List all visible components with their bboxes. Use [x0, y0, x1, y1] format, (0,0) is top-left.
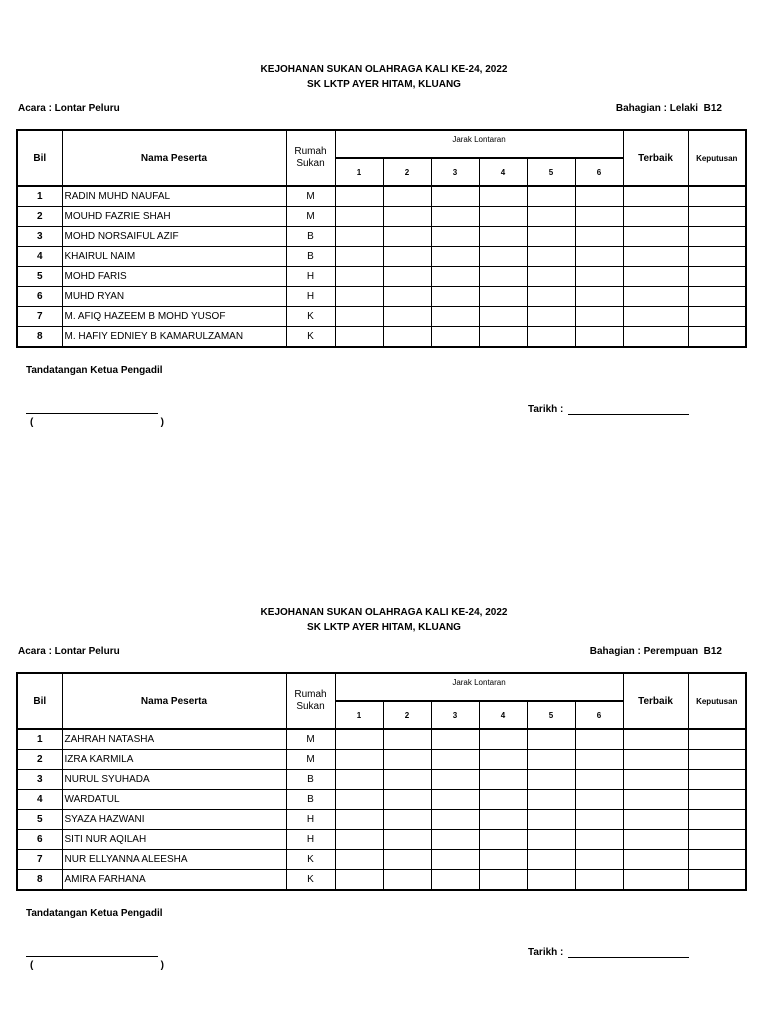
result-cell[interactable]: [688, 227, 746, 247]
participant-name: ZAHRAH NATASHA: [62, 729, 286, 750]
category-label: Bahagian : Perempuan B12: [589, 646, 722, 657]
row-number: 7: [17, 850, 62, 870]
attempt-cell[interactable]: [431, 810, 479, 830]
attempt-cell[interactable]: [479, 227, 527, 247]
attempt-cell[interactable]: [431, 850, 479, 870]
date-label: Tarikh :: [528, 947, 564, 958]
attempt-cell[interactable]: [383, 327, 431, 348]
attempt-cell[interactable]: [527, 247, 575, 267]
attempt-cell[interactable]: [335, 207, 383, 227]
attempt-cell[interactable]: [527, 729, 575, 750]
attempt-header: 1: [335, 701, 383, 729]
attempt-cell[interactable]: [479, 830, 527, 850]
attempt-header: 4: [479, 158, 527, 186]
house-code: H: [286, 267, 335, 287]
best-cell[interactable]: [623, 287, 688, 307]
attempt-header: 6: [575, 701, 623, 729]
table-row: [17, 207, 746, 227]
participant-name: WARDATUL: [62, 790, 286, 810]
participant-name: SITI NUR AQILAH: [62, 830, 286, 850]
result-cell[interactable]: [688, 790, 746, 810]
attempt-cell[interactable]: [527, 830, 575, 850]
row-number: 8: [17, 327, 62, 348]
participant-name: MOUHD FAZRIE SHAH: [62, 207, 286, 227]
attempt-cell[interactable]: [479, 186, 527, 207]
house-code: K: [286, 850, 335, 870]
attempt-cell[interactable]: [335, 247, 383, 267]
table-row: [17, 790, 746, 810]
col-header-result: Keputusan: [688, 673, 746, 729]
attempt-header: 6: [575, 158, 623, 186]
col-header-name: Nama Peserta: [62, 673, 286, 729]
attempt-cell[interactable]: [383, 870, 431, 891]
attempt-cell[interactable]: [335, 287, 383, 307]
attempt-cell[interactable]: [335, 750, 383, 770]
attempt-cell[interactable]: [527, 790, 575, 810]
attempt-header: 5: [527, 701, 575, 729]
signature-name-brackets: [30, 417, 164, 428]
house-code: K: [286, 870, 335, 891]
best-cell[interactable]: [623, 830, 688, 850]
title-line-event: KEJOHANAN SUKAN OLAHRAGA KALI KE-24, 2022: [260, 607, 508, 618]
best-cell[interactable]: [623, 267, 688, 287]
attempt-cell[interactable]: [335, 729, 383, 750]
row-number: 6: [17, 287, 62, 307]
col-header-result: Keputusan: [688, 130, 746, 186]
best-cell[interactable]: [623, 810, 688, 830]
attempt-cell[interactable]: [575, 870, 623, 891]
participant-name: KHAIRUL NAIM: [62, 247, 286, 267]
attempt-cell[interactable]: [383, 227, 431, 247]
attempt-cell[interactable]: [575, 729, 623, 750]
result-cell[interactable]: [688, 870, 746, 891]
table-row: [17, 750, 746, 770]
page-title: [0, 62, 768, 92]
house-code: B: [286, 247, 335, 267]
participant-name: AMIRA FARHANA: [62, 870, 286, 891]
attempt-header: 2: [383, 158, 431, 186]
table-row: [17, 327, 746, 348]
result-cell[interactable]: [688, 729, 746, 750]
house-code: B: [286, 770, 335, 790]
attempt-cell[interactable]: [479, 247, 527, 267]
best-cell[interactable]: [623, 247, 688, 267]
house-code: K: [286, 307, 335, 327]
attempt-cell[interactable]: [431, 227, 479, 247]
bracket-open: (: [30, 960, 34, 971]
result-cell[interactable]: [688, 830, 746, 850]
result-cell[interactable]: [688, 750, 746, 770]
signature-label: Tandatangan Ketua Pengadil: [26, 365, 163, 376]
row-number: 6: [17, 830, 62, 850]
attempt-header: 3: [431, 158, 479, 186]
result-cell[interactable]: [688, 810, 746, 830]
attempt-cell[interactable]: [479, 327, 527, 348]
row-number: 2: [17, 750, 62, 770]
attempt-cell[interactable]: [431, 207, 479, 227]
attempt-cell[interactable]: [527, 186, 575, 207]
category-label: Bahagian : Lelaki B12: [615, 103, 722, 114]
attempt-cell[interactable]: [575, 227, 623, 247]
house-code: H: [286, 287, 335, 307]
table-row: [17, 227, 746, 247]
attempt-cell[interactable]: [575, 770, 623, 790]
table-row: [17, 770, 746, 790]
attempt-cell[interactable]: [575, 247, 623, 267]
row-number: 2: [17, 207, 62, 227]
attempt-cell[interactable]: [431, 790, 479, 810]
row-number: 1: [17, 186, 62, 207]
result-cell[interactable]: [688, 287, 746, 307]
row-number: 7: [17, 307, 62, 327]
attempt-cell[interactable]: [383, 850, 431, 870]
attempt-cell[interactable]: [527, 287, 575, 307]
col-header-name: Nama Peserta: [62, 130, 286, 186]
col-header-house: [286, 130, 335, 186]
row-number: 3: [17, 770, 62, 790]
attempt-cell[interactable]: [479, 870, 527, 891]
date-line[interactable]: [568, 957, 689, 958]
participant-name: NUR ELLYANNA ALEESHA: [62, 850, 286, 870]
attempt-cell[interactable]: [383, 750, 431, 770]
attempt-cell[interactable]: [431, 729, 479, 750]
best-cell[interactable]: [623, 790, 688, 810]
result-cell[interactable]: [688, 850, 746, 870]
attempt-header: 1: [335, 158, 383, 186]
table-row: [17, 729, 746, 750]
signature-label: Tandatangan Ketua Pengadil: [26, 908, 163, 919]
attempt-cell[interactable]: [383, 729, 431, 750]
date-label: Tarikh :: [528, 404, 564, 415]
house-header-line2: Sukan: [296, 701, 325, 712]
col-header-distance: Jarak Lontaran: [335, 130, 623, 158]
house-code: H: [286, 810, 335, 830]
row-number: 4: [17, 247, 62, 267]
best-cell[interactable]: [623, 207, 688, 227]
attempt-cell[interactable]: [527, 227, 575, 247]
row-number: 1: [17, 729, 62, 750]
attempt-cell[interactable]: [335, 327, 383, 348]
attempt-cell[interactable]: [383, 247, 431, 267]
attempt-header: 2: [383, 701, 431, 729]
house-code: M: [286, 750, 335, 770]
attempt-header: 5: [527, 158, 575, 186]
attempt-cell[interactable]: [383, 207, 431, 227]
result-cell[interactable]: [688, 247, 746, 267]
attempt-cell[interactable]: [431, 770, 479, 790]
house-code: M: [286, 186, 335, 207]
results-table: [16, 672, 747, 891]
participant-name: NURUL SYUHADA: [62, 770, 286, 790]
attempt-cell[interactable]: [575, 790, 623, 810]
attempt-cell[interactable]: [575, 267, 623, 287]
results-table: [16, 129, 747, 348]
col-header-best: Terbaik: [623, 130, 688, 186]
result-cell[interactable]: [688, 207, 746, 227]
house-code: M: [286, 729, 335, 750]
col-header-bil: Bil: [17, 130, 62, 186]
house-header-line1: Rumah: [294, 146, 327, 157]
participant-name: MOHD NORSAIFUL AZIF: [62, 227, 286, 247]
attempt-cell[interactable]: [383, 307, 431, 327]
attempt-cell[interactable]: [431, 307, 479, 327]
house-code: M: [286, 207, 335, 227]
attempt-cell[interactable]: [479, 267, 527, 287]
attempt-header: 3: [431, 701, 479, 729]
attempt-cell[interactable]: [575, 750, 623, 770]
house-code: H: [286, 830, 335, 850]
date-line[interactable]: [568, 414, 689, 415]
col-header-distance: Jarak Lontaran: [335, 673, 623, 701]
attempt-cell[interactable]: [431, 870, 479, 891]
signature-name-brackets: [30, 960, 164, 971]
row-number: 5: [17, 810, 62, 830]
event-label: Acara : Lontar Peluru: [18, 103, 120, 114]
attempt-cell[interactable]: [335, 870, 383, 891]
attempt-cell[interactable]: [335, 186, 383, 207]
attempt-cell[interactable]: [575, 810, 623, 830]
bracket-open: (: [30, 417, 34, 428]
attempt-cell[interactable]: [383, 186, 431, 207]
attempt-cell[interactable]: [335, 810, 383, 830]
attempt-cell[interactable]: [575, 207, 623, 227]
best-cell[interactable]: [623, 729, 688, 750]
best-cell[interactable]: [623, 750, 688, 770]
attempt-cell[interactable]: [527, 327, 575, 348]
attempt-cell[interactable]: [575, 830, 623, 850]
attempt-cell[interactable]: [383, 267, 431, 287]
attempt-cell[interactable]: [479, 307, 527, 327]
col-header-best: Terbaik: [623, 673, 688, 729]
row-number: 5: [17, 267, 62, 287]
attempt-cell[interactable]: [527, 267, 575, 287]
attempt-cell[interactable]: [431, 327, 479, 348]
attempt-cell[interactable]: [479, 750, 527, 770]
participant-name: RADIN MUHD NAUFAL: [62, 186, 286, 207]
table-row: [17, 307, 746, 327]
attempt-cell[interactable]: [383, 770, 431, 790]
attempt-cell[interactable]: [383, 810, 431, 830]
attempt-cell[interactable]: [431, 287, 479, 307]
attempt-cell[interactable]: [527, 850, 575, 870]
attempt-cell[interactable]: [479, 729, 527, 750]
table-row: [17, 186, 746, 207]
table-row: [17, 247, 746, 267]
best-cell[interactable]: [623, 186, 688, 207]
attempt-cell[interactable]: [431, 750, 479, 770]
page-title: [0, 605, 768, 635]
attempt-cell[interactable]: [431, 830, 479, 850]
bracket-close: ): [160, 960, 164, 971]
row-number: 4: [17, 790, 62, 810]
attempt-cell[interactable]: [479, 287, 527, 307]
col-header-house: [286, 673, 335, 729]
attempt-cell[interactable]: [527, 770, 575, 790]
attempt-cell[interactable]: [335, 790, 383, 810]
title-line-event: KEJOHANAN SUKAN OLAHRAGA KALI KE-24, 2022: [260, 64, 508, 75]
attempt-cell[interactable]: [575, 307, 623, 327]
best-cell[interactable]: [623, 327, 688, 348]
attempt-cell[interactable]: [479, 810, 527, 830]
best-cell[interactable]: [623, 770, 688, 790]
bracket-close: ): [160, 417, 164, 428]
table-row: [17, 850, 746, 870]
attempt-cell[interactable]: [575, 287, 623, 307]
attempt-cell[interactable]: [383, 830, 431, 850]
attempt-header: 4: [479, 701, 527, 729]
participant-name: IZRA KARMILA: [62, 750, 286, 770]
attempt-cell[interactable]: [335, 830, 383, 850]
attempt-cell[interactable]: [431, 247, 479, 267]
attempt-cell[interactable]: [527, 750, 575, 770]
result-cell[interactable]: [688, 267, 746, 287]
attempt-cell[interactable]: [479, 770, 527, 790]
best-cell[interactable]: [623, 850, 688, 870]
house-code: B: [286, 227, 335, 247]
attempt-cell[interactable]: [527, 870, 575, 891]
title-line-school: SK LKTP AYER HITAM, KLUANG: [307, 622, 461, 633]
title-line-school: SK LKTP AYER HITAM, KLUANG: [307, 79, 461, 90]
attempt-cell[interactable]: [431, 267, 479, 287]
table-row: [17, 870, 746, 891]
attempt-cell[interactable]: [575, 186, 623, 207]
attempt-cell[interactable]: [431, 186, 479, 207]
attempt-cell[interactable]: [479, 207, 527, 227]
house-code: K: [286, 327, 335, 348]
table-row: [17, 810, 746, 830]
attempt-cell[interactable]: [479, 850, 527, 870]
result-cell[interactable]: [688, 327, 746, 348]
best-cell[interactable]: [623, 870, 688, 891]
row-number: 3: [17, 227, 62, 247]
signature-line[interactable]: [26, 413, 158, 414]
house-header-line2: Sukan: [296, 158, 325, 169]
attempt-cell[interactable]: [383, 287, 431, 307]
result-cell[interactable]: [688, 307, 746, 327]
participant-name: MUHD RYAN: [62, 287, 286, 307]
attempt-cell[interactable]: [335, 267, 383, 287]
attempt-cell[interactable]: [575, 327, 623, 348]
table-row: [17, 267, 746, 287]
attempt-cell[interactable]: [335, 307, 383, 327]
best-cell[interactable]: [623, 307, 688, 327]
participant-name: M. AFIQ HAZEEM B MOHD YUSOF: [62, 307, 286, 327]
attempt-cell[interactable]: [335, 850, 383, 870]
participant-name: M. HAFIY EDNIEY B KAMARULZAMAN: [62, 327, 286, 348]
result-cell[interactable]: [688, 770, 746, 790]
attempt-cell[interactable]: [479, 790, 527, 810]
participant-name: MOHD FARIS: [62, 267, 286, 287]
attempt-cell[interactable]: [575, 850, 623, 870]
table-row: [17, 287, 746, 307]
attempt-cell[interactable]: [335, 770, 383, 790]
table-row: [17, 830, 746, 850]
house-header-line1: Rumah: [294, 689, 327, 700]
attempt-cell[interactable]: [335, 227, 383, 247]
attempt-cell[interactable]: [527, 810, 575, 830]
col-header-bil: Bil: [17, 673, 62, 729]
participant-name: SYAZA HAZWANI: [62, 810, 286, 830]
attempt-cell[interactable]: [527, 307, 575, 327]
house-code: B: [286, 790, 335, 810]
row-number: 8: [17, 870, 62, 891]
best-cell[interactable]: [623, 227, 688, 247]
attempt-cell[interactable]: [383, 790, 431, 810]
result-cell[interactable]: [688, 186, 746, 207]
signature-line[interactable]: [26, 956, 158, 957]
event-label: Acara : Lontar Peluru: [18, 646, 120, 657]
attempt-cell[interactable]: [527, 207, 575, 227]
